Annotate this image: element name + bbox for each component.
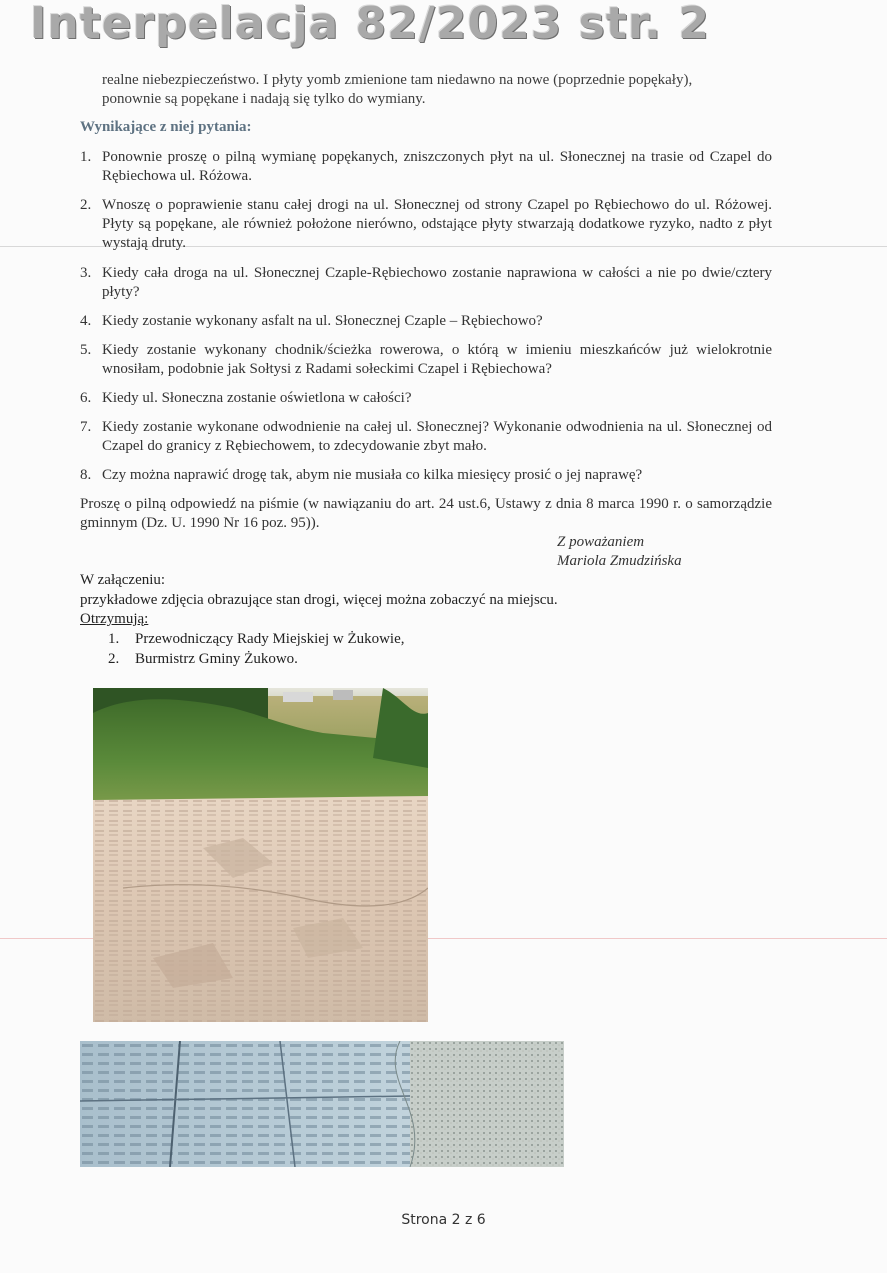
recipient-number: 2. [108,651,120,667]
question-text: Czy można naprawić drogę tak, abym nie musiała co kilka miesięcy prosić o jej naprawę? [102,467,643,483]
question-item [80,148,772,186]
question-number: 3. [80,265,92,281]
question-item [80,418,772,456]
attachments-label: W załączeniu: [80,572,166,588]
question-text: Kiedy zostanie wykonany asfalt na ul. Słonecznej Czaple – Rębiechowo? [102,313,543,329]
question-text: Ponownie proszę o pilną wymianę popękanych, zniszczonych płyt na ul. Słonecznej na trasie od Czapel do Rębiechowa ul. Różowa. [102,149,772,184]
question-number: 1. [80,149,92,165]
recipient-text: Przewodniczący Rady Miejskiej w Żukowie, [135,631,405,647]
questions-heading: Wynikające z niej pytania: [80,119,252,135]
question-item [80,341,772,379]
road-photo-2 [80,1041,564,1167]
signature-name: Mariola Zmudzińska [557,553,682,569]
attachments-text: przykładowe zdjęcia obrazujące stan drogi, więcej można zobaczyć na miejscu. [80,592,558,608]
page-number-footer: Strona 2 z 6 [401,1212,486,1228]
question-number: 8. [80,467,92,483]
recipient-number: 1. [108,631,120,647]
question-text: Kiedy cała droga na ul. Słonecznej Czaple-Rębiechowo zostanie naprawiona w całości a nie po dwie/cztery płyty? [102,265,772,300]
recipients-label: Otrzymują: [80,611,149,627]
question-item [80,264,772,302]
signature-greeting: Z poważaniem [557,534,645,550]
question-number: 4. [80,313,92,329]
document-watermark-title: Interpelacja 82/2023 str. 2 [30,0,710,49]
question-item [80,312,772,331]
question-item [80,389,772,408]
intro-line-2: ponownie są popękane i nadają się tylko do wymiany. [102,91,426,107]
question-item [80,196,772,253]
question-number: 5. [80,342,92,358]
road-photo-1 [93,688,428,1022]
recipient-item [108,651,298,668]
closing-paragraph: Proszę o pilną odpowiedź na piśmie (w nawiązaniu do art. 24 ust.6, Ustawy z dnia 8 marca 1990 r. o samorządzie gminnym (Dz. U. 1990 Nr 16 poz. 95)). [80,496,772,531]
question-text: Kiedy zostanie wykonany chodnik/ścieżka rowerowa, o którą w imieniu mieszkańców już wielokrotnie wnosiłam, podobnie jak Sołtysi z Radami sołeckimi Czapel i Rębiechowa? [102,342,772,377]
question-text: Kiedy zostanie wykonane odwodnienie na całej ul. Słonecznej? Wykonanie odwodnienia na ul. Słonecznej od Czapel do granicy z Rębiechowem, to zdecydowanie zbyt mało. [102,419,772,454]
recipient-item [108,631,405,648]
intro-paragraph [102,71,772,109]
recipient-text: Burmistrz Gminy Żukowo. [135,651,298,667]
question-number: 2. [80,197,92,213]
question-number: 7. [80,419,92,435]
question-number: 6. [80,390,92,406]
intro-line-1: realne niebezpieczeństwo. I płyty yomb zmienione tam niedawno na nowe (poprzednie popękały), [102,72,693,88]
question-text: Kiedy ul. Słoneczna zostanie oświetlona w całości? [102,390,412,406]
question-item [80,466,772,485]
question-text: Wnoszę o poprawienie stanu całej drogi na ul. Słonecznej od strony Czapel po Rębiechowo do ul. Różowej. Płyty są popękane, ale również położone nierówno, odstające płyty stwarzają dodatkowe ryzyko, nadto z płyt wystają druty. [102,197,772,251]
